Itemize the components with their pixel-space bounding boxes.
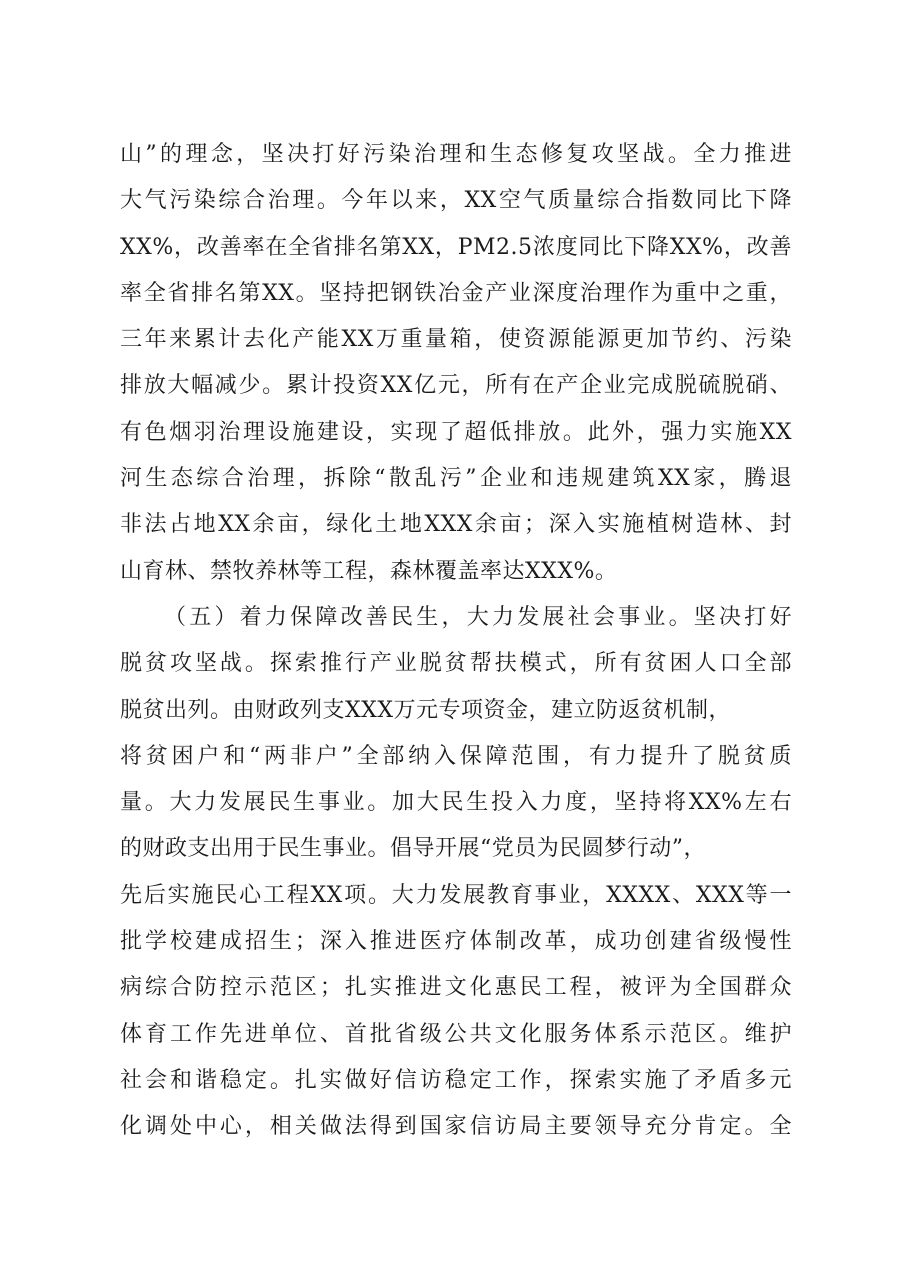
text-line: XX%，改善率在全省排名第XX，PM2.5浓度同比下降XX%，改善 [120, 234, 792, 260]
paragraph-livelihood [120, 595, 792, 1151]
text-line: 有色烟羽治理设施建设，实现了超低排放。此外，强力实施XX [120, 419, 792, 445]
text-line: 大气污染综合治理。今年以来，XX空气质量综合指数同比下降 [120, 188, 792, 214]
text-line: 将贫困户和“两非户”全部纳入保障范围，有力提升了脱贫质 [120, 743, 792, 769]
text-line: 的财政支出用于民生事业。倡导开展“党员为民圆梦行动”， [120, 836, 706, 862]
text-line: 山育林、禁牧养林等工程，森林覆盖率达XXX%。 [120, 558, 618, 584]
text-line: 山”的理念，坚决打好污染治理和生态修复攻坚战。全力推进 [120, 142, 792, 167]
text-line: 社会和谐稳定。扎实做好信访稳定工作，探索实施了矛盾多元 [120, 1067, 792, 1093]
text-line: 量。大力发展民生事业。加大民生投入力度，坚持将XX%左右 [120, 790, 792, 816]
text-line: 先后实施民心工程XX项。大力发展教育事业，XXXX、XXX等一 [120, 882, 792, 908]
text-line: 化调处中心，相关做法得到国家信访局主要领导充分肯定。全 [120, 1114, 792, 1140]
text-line: 非法占地XX余亩，绿化土地XXX余亩；深入实施植树造林、封 [120, 512, 792, 538]
text-line: 率全省排名第XX。坚持把钢铁冶金产业深度治理作为重中之重， [120, 280, 792, 306]
text-line: 病综合防控示范区；扎实推进文化惠民工程，被评为全国群众 [120, 975, 792, 1001]
text-line: 批学校建成招生；深入推进医疗体制改革，成功创建省级慢性 [120, 929, 792, 955]
text-line: 脱贫攻坚战。探索推行产业脱贫帮扶模式，所有贫困人口全部 [120, 651, 792, 677]
text-line: 体育工作先进单位、首批省级公共文化服务体系示范区。维护 [120, 1021, 792, 1047]
body-text [120, 132, 792, 1151]
text-line: 排放大幅减少。累计投资XX亿元，所有在产企业完成脱硫脱硝、 [120, 373, 792, 399]
paragraph-ecology [120, 132, 792, 595]
paragraph-heading-line: （五）着力保障改善民生，大力发展社会事业。坚决打好 [164, 604, 792, 630]
text-line: 三年来累计去化产能XX万重量箱，使资源能源更加节约、污染 [120, 327, 792, 353]
text-line: 脱贫出列。由财政列支XXX万元专项资金，建立防返贫机制， [120, 697, 731, 723]
text-line: 河生态综合治理，拆除“散乱污”企业和违规建筑XX家，腾退 [120, 466, 792, 492]
